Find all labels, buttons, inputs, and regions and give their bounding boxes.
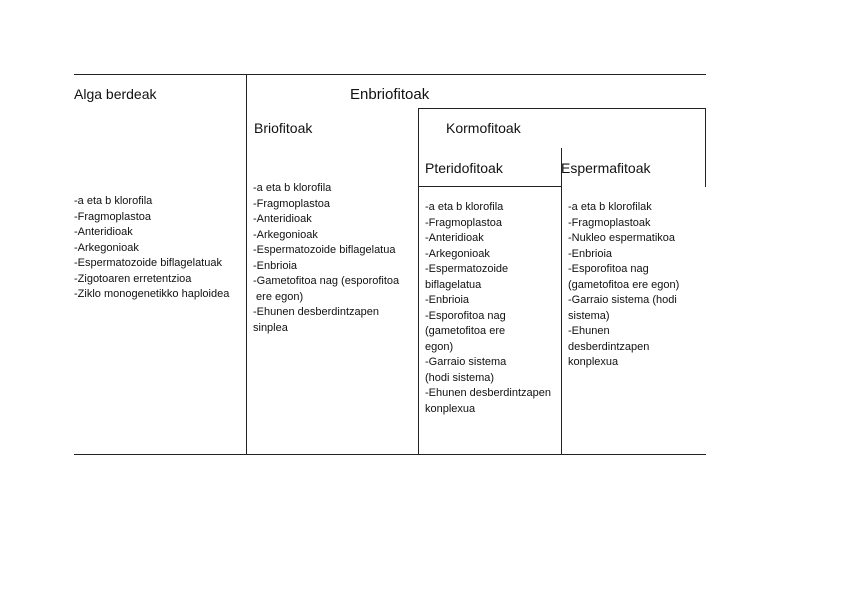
list-item: -Fragmoplastoak [568, 216, 651, 229]
list-item: -a eta b klorofilak [568, 201, 652, 213]
header-kormofitoak: Kormofitoak [446, 120, 521, 136]
alga-berdeak-traits [74, 194, 244, 303]
list-item: -Anteridioak [253, 213, 312, 225]
divider-algae-enbrio [246, 74, 247, 455]
list-item: ere egon) [253, 290, 304, 303]
list-item: -Ehunen [568, 325, 610, 337]
list-item: -Gametofitoa nag (esporofitoa [253, 275, 400, 287]
list-item: -Enbrioia [425, 294, 470, 306]
list-item: -a eta b klorofila [425, 201, 504, 213]
list-item: -Espermatozoide biflagelatua [253, 244, 396, 256]
divider-brio-kormo [418, 108, 419, 455]
list-item: (gametofitoa ere [425, 325, 506, 337]
list-item: -Enbrioia [568, 247, 613, 260]
briofitoak-traits [253, 181, 416, 336]
list-item: -Arkegonioak [425, 247, 490, 260]
divider-kormo-top [418, 108, 706, 109]
list-item: -Fragmoplastoa [425, 216, 503, 229]
list-item: -Nukleo espermatikoa [568, 232, 675, 244]
list-item: -Fragmoplastoa [253, 197, 331, 210]
list-item: -Espermatozoide [425, 263, 509, 275]
list-item: konplexua [568, 356, 619, 368]
list-item: egon) [425, 340, 454, 353]
table-top-border [74, 74, 706, 75]
header-pteridofitoak: Pteridofitoak [425, 160, 503, 176]
list-item: -a eta b klorofila [253, 182, 332, 194]
header-briofitoak: Briofitoak [254, 120, 313, 136]
pteridofitoak-traits [425, 200, 560, 417]
list-item: -Ehunen desberdintzapen [253, 306, 379, 318]
list-item: -Enbrioia [253, 259, 298, 272]
table-bottom-border [74, 454, 706, 455]
list-item: -Zigotoaren erretentzioa [74, 272, 192, 285]
list-item: sistema) [568, 309, 610, 322]
divider-pterido-header [418, 186, 561, 187]
header-enbriofitoak: Enbriofitoak [350, 86, 430, 103]
list-item: -Anteridioak [74, 226, 133, 238]
table-right-border [705, 108, 706, 187]
list-item: -Anteridioak [425, 232, 484, 244]
list-item: -Ziklo monogenetikko haploidea [74, 288, 230, 300]
list-item: konplexua [425, 402, 476, 415]
list-item: -Ehunen desberdintzapen [425, 387, 551, 399]
list-item: sinplea [253, 321, 288, 334]
list-item: -a eta b klorofila [74, 195, 153, 207]
divider-pterido-esperma [561, 148, 562, 455]
list-item: desberdintzapen [568, 340, 650, 353]
list-item: -Garraio sistema (hodi [568, 294, 677, 306]
list-item: -Arkegonioak [74, 241, 139, 254]
list-item: -Esporofitoa nag [425, 309, 506, 322]
list-item: -Arkegonioak [253, 228, 318, 241]
list-item: -Fragmoplastoa [74, 210, 152, 223]
header-espermafitoak: Espermafitoak [561, 160, 651, 176]
list-item: -Espermatozoide biflagelatuak [74, 257, 222, 269]
list-item: (gametofitoa ere egon) [568, 278, 680, 291]
list-item: (hodi sistema) [425, 371, 495, 384]
espermafitoak-traits [568, 200, 704, 371]
list-item: -Garraio sistema [425, 356, 507, 368]
header-alga-berdeak: Alga berdeak [74, 86, 157, 102]
list-item: -Esporofitoa nag [568, 263, 649, 275]
list-item: biflagelatua [425, 278, 482, 291]
